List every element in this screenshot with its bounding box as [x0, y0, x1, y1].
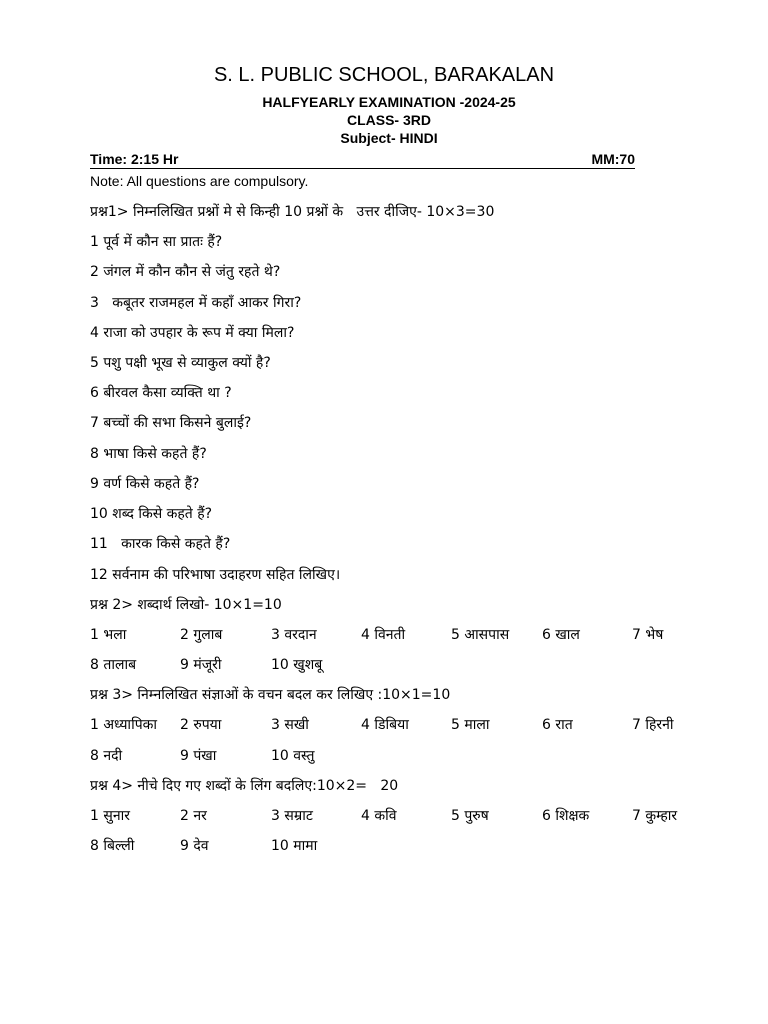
word-row — [0, 806, 768, 826]
question-1-item: 11 कारक किसे कहते हैं? — [90, 536, 231, 552]
exam-title: HALFYEARLY EXAMINATION -2024-25 — [262, 94, 516, 110]
time-label: Time: 2:15 Hr — [90, 151, 179, 167]
question-1-item: 12 सर्वनाम की परिभाषा उदाहरण सहित लिखिए। — [90, 567, 341, 583]
word-item: 1 सुनार — [90, 808, 130, 824]
question-1-item: 3 कबूतर राजमहल में कहाँ आकर गिरा? — [90, 295, 302, 311]
word-item: 9 देव — [180, 838, 209, 854]
word-row — [0, 655, 768, 675]
word-item: 2 नर — [180, 808, 207, 824]
word-item: 10 मामा — [271, 838, 318, 854]
word-row — [0, 746, 768, 766]
question-1-item: 10 शब्द किसे कहते हैं? — [90, 506, 213, 522]
max-marks: MM:70 — [591, 151, 635, 167]
question-3-heading: प्रश्न 3> निम्नलिखित संज्ञाओं के वचन बदल कर लिखिए :10×1=10 — [90, 687, 451, 703]
word-row — [0, 625, 768, 645]
question-1-item: 8 भाषा किसे कहते हैं? — [90, 446, 207, 462]
word-item: 5 आसपास — [451, 627, 510, 643]
word-item: 5 पुरुष — [451, 808, 489, 824]
question-2-heading: प्रश्न 2> शब्दार्थ लिखो- 10×1=10 — [90, 597, 282, 613]
word-item: 7 भेष — [632, 627, 664, 643]
word-item: 3 वरदान — [271, 627, 317, 643]
question-1-item: 6 बीरवल कैसा व्यक्ति था ? — [90, 385, 232, 401]
word-item: 4 विनती — [361, 627, 406, 643]
word-item: 8 बिल्ली — [90, 838, 135, 854]
time-marks-line — [90, 150, 635, 169]
question-1-heading: प्रश्न1> निम्नलिखित प्रश्नों मे से किन्ही 10 प्रश्नों के उत्तर दीजिए- 10×3=30 — [90, 204, 495, 220]
question-1-item: 2 जंगल में कौन कौन से जंतु रहते थे? — [90, 264, 281, 280]
word-item: 9 मंजूरी — [180, 657, 222, 673]
word-item: 4 कवि — [361, 808, 397, 824]
word-item: 6 रात — [542, 717, 573, 733]
word-item: 4 डिबिया — [361, 717, 409, 733]
word-item: 7 हिरनी — [632, 717, 674, 733]
word-item: 2 रुपया — [180, 717, 222, 733]
word-item: 6 खाल — [542, 627, 580, 643]
question-1-item: 4 राजा को उपहार के रूप में क्या मिला? — [90, 325, 295, 341]
word-item: 5 माला — [451, 717, 490, 733]
word-item: 3 सम्राट — [271, 808, 313, 824]
word-item: 10 वस्तु — [271, 748, 315, 764]
question-1-item: 5 पशु पक्षी भूख से व्याकुल क्यों है? — [90, 355, 271, 371]
question-1-item: 7 बच्चों की सभा किसने बुलाई? — [90, 415, 252, 431]
word-item: 1 अध्यापिका — [90, 717, 158, 733]
word-item: 8 नदी — [90, 748, 123, 764]
instruction-note: Note: All questions are compulsory. — [90, 173, 309, 189]
class-label: CLASS- 3RD — [346, 112, 431, 128]
word-row — [0, 836, 768, 856]
word-item: 7 कुम्हार — [632, 808, 678, 824]
word-item: 9 पंखा — [180, 748, 217, 764]
word-item: 3 सखी — [271, 717, 309, 733]
word-item: 1 भला — [90, 627, 127, 643]
question-4-heading: प्रश्न 4> नीचे दिए गए शब्दों के लिंग बदलिए:10×2= 20 — [90, 778, 399, 794]
question-1-item: 9 वर्ण किसे कहते हैं? — [90, 476, 200, 492]
question-1-item: 1 पूर्व में कौन सा प्रातः हैं? — [90, 234, 223, 250]
subject-label: Subject- HINDI — [340, 130, 438, 146]
word-item: 6 शिक्षक — [542, 808, 590, 824]
word-item: 2 गुलाब — [180, 627, 223, 643]
school-name: S. L. PUBLIC SCHOOL, BARAKALAN — [213, 64, 555, 86]
word-item: 8 तालाब — [90, 657, 137, 673]
word-row — [0, 715, 768, 735]
word-item: 10 खुशबू — [271, 657, 323, 673]
